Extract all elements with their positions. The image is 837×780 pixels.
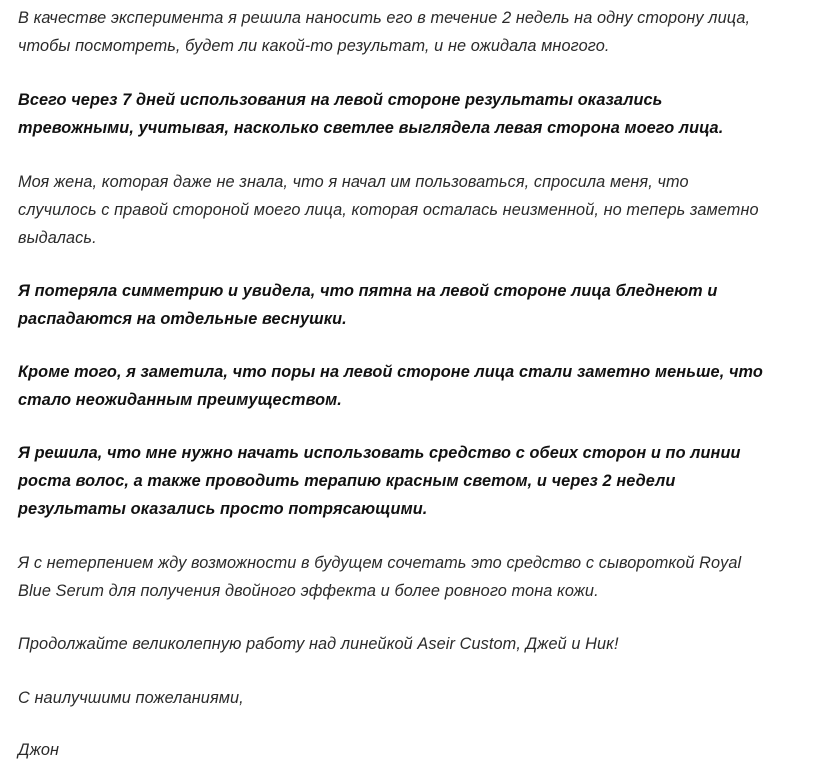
paragraph-royal-blue-serum: [18, 549, 741, 605]
paragraph-seven-days-result: [18, 86, 723, 142]
text-line: случилось с правой стороной моего лица, которая осталась неизменной, но теперь заметно: [18, 201, 759, 219]
paragraph-both-sides: [18, 439, 741, 523]
signature-name: [18, 736, 59, 764]
text-line: Я потеряла симметрию и увидела, что пятна на левой стороне лица бледнеют и: [18, 282, 718, 300]
text-line: стало неожиданным преимуществом.: [18, 391, 342, 409]
text-line: роста волос, а также проводить терапию красным светом, и через 2 недели: [18, 472, 676, 490]
text-line: Blue Serum для получения двойного эффекта и более ровного тона кожи.: [18, 582, 599, 600]
text-line: Всего через 7 дней использования на левой стороне результаты оказались: [18, 91, 663, 109]
text-line: Продолжайте великолепную работу над линейкой Aseir Custom, Джей и Ник!: [18, 635, 619, 653]
paragraph-closing: [18, 684, 244, 712]
paragraph-wife-noticed: [18, 168, 759, 252]
text-line: С наилучшими пожеланиями,: [18, 689, 244, 707]
text-line: В качестве эксперимента я решила наносить его в течение 2 недель на одну сторону лица,: [18, 9, 751, 27]
paragraph-experiment-intro: [18, 4, 750, 60]
text-line: Моя жена, которая даже не знала, что я начал им пользоваться, спросила меня, что: [18, 173, 689, 191]
text-line: чтобы посмотреть, будет ли какой-то результат, и не ожидала многого.: [18, 37, 610, 55]
text-line: Джон: [18, 741, 60, 759]
paragraph-keep-up: [18, 630, 619, 658]
text-line: Я решила, что мне нужно начать использовать средство с обеих сторон и по линии: [18, 444, 741, 462]
text-line: Я с нетерпением жду возможности в будущем сочетать это средство с сывороткой Royal: [18, 554, 742, 572]
text-line: выдалась.: [18, 229, 97, 247]
text-line: результаты оказались просто потрясающими.: [18, 500, 428, 518]
text-line: Кроме того, я заметила, что поры на левой стороне лица стали заметно меньше, что: [18, 363, 763, 381]
paragraph-smaller-pores: [18, 358, 763, 414]
text-line: распадаются на отдельные веснушки.: [18, 310, 347, 328]
text-line: тревожными, учитывая, насколько светлее выглядела левая сторона моего лица.: [18, 119, 724, 137]
paragraph-lost-symmetry: [18, 277, 717, 333]
